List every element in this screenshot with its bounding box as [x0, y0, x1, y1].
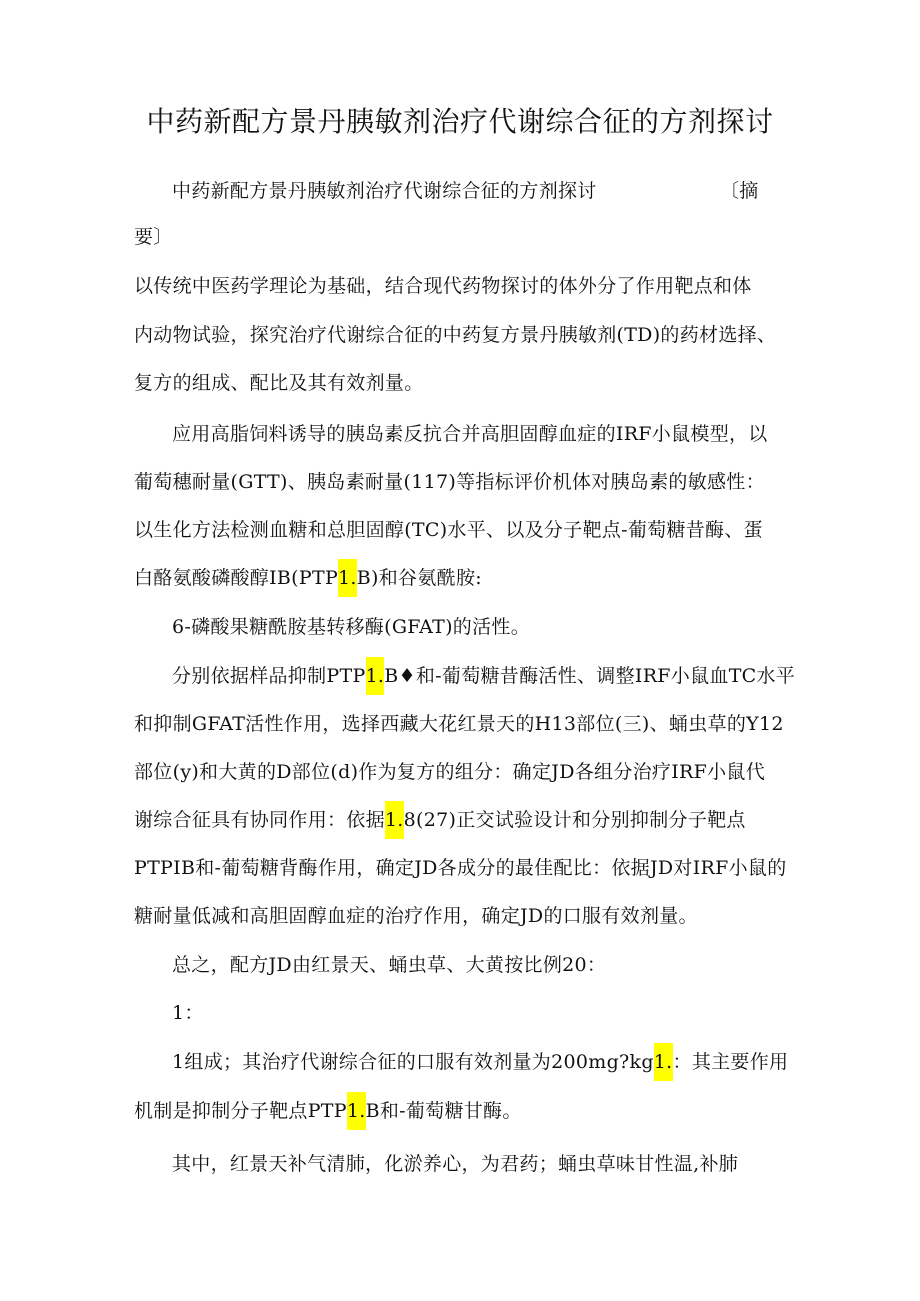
paragraph-line [172, 661, 795, 691]
document-title: 中药新配方景丹胰敏剂治疗代谢综合征的方剂探讨 [146, 105, 774, 138]
text-segment: 8(27)正交试验设计和分别抑制分子靶点 [403, 809, 746, 831]
paragraph-line: 6-磷酸果糖酰胺基转移酶(GFAT)的活性。 [172, 616, 530, 638]
text-segment: 分别依据样品抑制PTP [172, 665, 366, 687]
paragraph-line [134, 805, 746, 835]
paragraph-line: 其中，红景天补气清肺，化淤养心，为君药；蛹虫草味甘性温,补肺 [172, 1153, 739, 1175]
paragraph-line [134, 563, 482, 593]
paragraph-line: 应用高脂饲料诱导的胰岛素反抗合并高胆固醇血症的IRF小鼠模型，以 [172, 423, 768, 445]
abstract-tag-close: 要〕 [134, 226, 173, 248]
paragraph-line: 和抑制GFAT活性作用，选择西藏大花红景天的H13部位(三)、蛹虫草的Y12 [134, 713, 784, 735]
paragraph-line: 糖耐量低减和高胆固醇血症的治疗作用，确定JD的口服有效剂量。 [134, 905, 698, 927]
paragraph-line: 葡萄穗耐量(GTT)、胰岛素耐量(117)等指标评价机体对胰岛素的敏感性： [134, 471, 765, 493]
text-segment: 机制是抑制分子靶点PTP [134, 1100, 347, 1122]
paragraph-line [172, 1047, 788, 1077]
highlight-mark: 1. [366, 657, 385, 695]
text-segment: 谢综合征具有协同作用：依据 [134, 809, 385, 831]
highlight-mark: 1. [347, 1092, 366, 1130]
highlight-mark: 1. [654, 1043, 673, 1081]
paragraph-line: 部位(y)和大黄的D部位(d)作为复方的组分：确定JD各组分治疗IRF小鼠代 [134, 761, 766, 783]
paragraph-line: PTPIB和-葡萄糖背酶作用，确定JD各成分的最佳配比：依据JD对IRF小鼠的 [134, 857, 787, 879]
paragraph-line: 复方的组成、配比及其有效剂量。 [134, 372, 424, 394]
highlight-mark: 1. [385, 801, 404, 839]
paragraph-line: 以传统中医药学理论为基础，结合现代药物探讨的体外分了作用靶点和体 [134, 275, 752, 297]
text-segment: 1组成；其治疗代谢综合征的口服有效剂量为200mg?kg [172, 1051, 654, 1073]
text-segment: 白酪氨酸磷酸醇IB(PTP [134, 567, 339, 589]
abstract-tag-open: 〔摘 [720, 180, 759, 202]
text-segment: B和-葡萄糖甘酶。 [365, 1100, 522, 1122]
text-segment: ：其主要作用 [672, 1051, 789, 1073]
text-segment: B)和谷氨酰胺: [356, 567, 482, 589]
paragraph-line: 总之，配方JD由红景天、蛹虫草、大黄按比例20： [172, 954, 607, 976]
paragraph-line [134, 1096, 522, 1126]
subtitle-line: 中药新配方景丹胰敏剂治疗代谢综合征的方剂探讨 [172, 180, 597, 202]
highlight-mark: 1. [338, 559, 357, 597]
paragraph-line: 以生化方法检测血糖和总胆固醇(TC)水平、以及分子靶点-葡萄糖昔酶、蛋 [134, 519, 763, 541]
paragraph-line: 内动物试验，探究治疗代谢综合征的中药复方景丹胰敏剂(TD)的药材选择、 [134, 324, 777, 346]
text-segment: B♦和-葡萄糖昔酶活性、调整IRF小鼠血TC水平 [384, 665, 796, 687]
paragraph-line: 1： [172, 1002, 204, 1024]
